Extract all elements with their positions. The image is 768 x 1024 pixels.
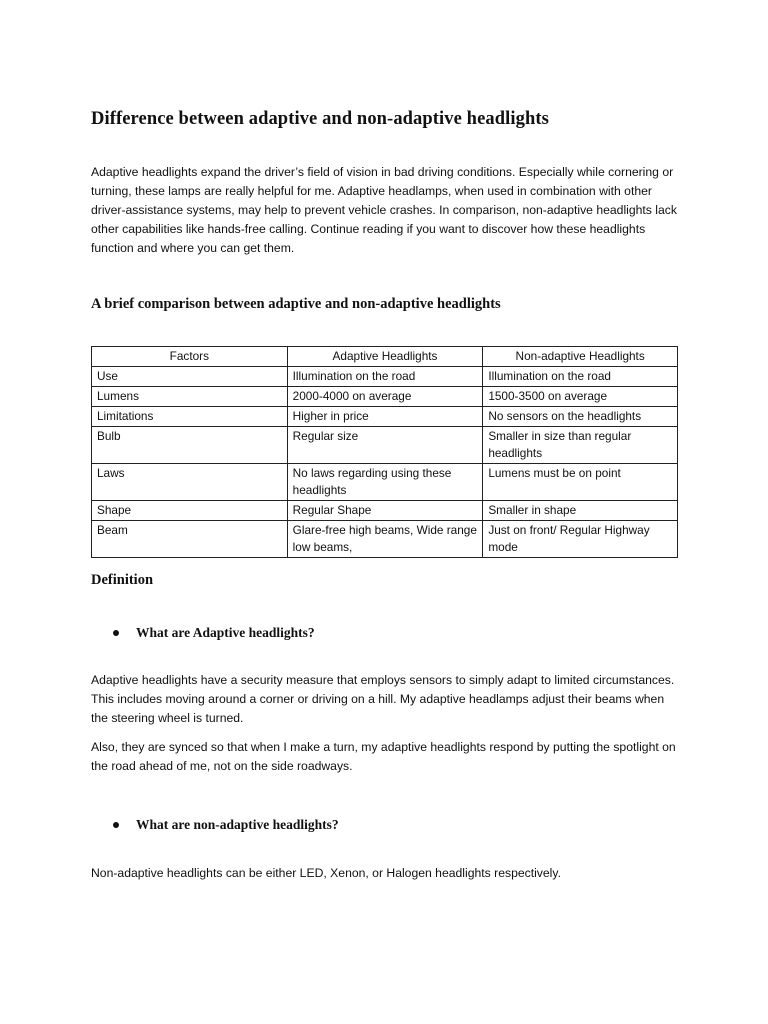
table-cell: Beam [92, 521, 288, 558]
table-row [92, 521, 678, 558]
table-cell: No sensors on the headlights [483, 407, 678, 427]
table-cell: Illumination on the road [483, 367, 678, 387]
table-header-cell: Non-adaptive Headlights [483, 347, 678, 367]
table-cell: 2000-4000 on average [287, 387, 483, 407]
table-row [92, 427, 678, 464]
table-header-cell: Adaptive Headlights [287, 347, 483, 367]
table-cell: Illumination on the road [287, 367, 483, 387]
table-cell: Laws [92, 464, 288, 501]
table-cell: Lumens must be on point [483, 464, 678, 501]
bullet-icon [113, 630, 119, 636]
intro-paragraph: Adaptive headlights expand the driver’s field of vision in bad driving conditions. Especially while cornering or turning, these lamps are really helpful for me. Adaptive headlamps, when used in combination with other driver-assistance systems, may help to prevent vehicle crashes. In comparison, non-adaptive headlights lack other capabilities like hands-free calling. Continue reading if you want to discover how these headlights function and where you can get them. [91, 165, 677, 255]
table-cell: Smaller in size than regular headlights [483, 427, 678, 464]
table-header-row [92, 347, 678, 367]
table-row [92, 501, 678, 521]
table-cell: Higher in price [287, 407, 483, 427]
table-cell: Just on front/ Regular Highway mode [483, 521, 678, 558]
bullet-item-non-adaptive [113, 817, 339, 833]
table-cell: Limitations [92, 407, 288, 427]
table-cell: Lumens [92, 387, 288, 407]
comparison-table [91, 346, 678, 558]
table-cell: Regular size [287, 427, 483, 464]
page-title: Difference between adaptive and non-adaptive headlights [91, 109, 549, 129]
adaptive-sync-paragraph: Also, they are synced so that when I make a turn, my adaptive headlights respond by putting the spotlight on the road ahead of me, not on the side roadways. [91, 740, 676, 773]
table-row [92, 367, 678, 387]
table-cell: 1500-3500 on average [483, 387, 678, 407]
table-cell: Glare-free high beams, Wide range low beams, [287, 521, 483, 558]
table-cell: Bulb [92, 427, 288, 464]
bullet-icon [113, 822, 119, 828]
table-cell: Shape [92, 501, 288, 521]
bullet-text: What are Adaptive headlights? [136, 625, 315, 640]
table-cell: Smaller in shape [483, 501, 678, 521]
table-row [92, 464, 678, 501]
table-row [92, 387, 678, 407]
bullet-text: What are non-adaptive headlights? [136, 817, 339, 832]
table-row [92, 407, 678, 427]
comparison-heading: A brief comparison between adaptive and non-adaptive headlights [91, 296, 501, 312]
bullet-item-adaptive [113, 625, 315, 641]
table-cell: Regular Shape [287, 501, 483, 521]
non-adaptive-definition-paragraph: Non-adaptive headlights can be either LED, Xenon, or Halogen headlights respectively. [91, 866, 561, 880]
table-cell: No laws regarding using these headlights [287, 464, 483, 501]
definition-heading: Definition [91, 572, 154, 588]
adaptive-definition-paragraph: Adaptive headlights have a security measure that employs sensors to simply adapt to limited circumstances. This includes moving around a corner or driving on a hill. My adaptive headlamps adjust their beams when the steering wheel is turned. [91, 673, 675, 725]
table-header-cell: Factors [92, 347, 288, 367]
table-cell: Use [92, 367, 288, 387]
